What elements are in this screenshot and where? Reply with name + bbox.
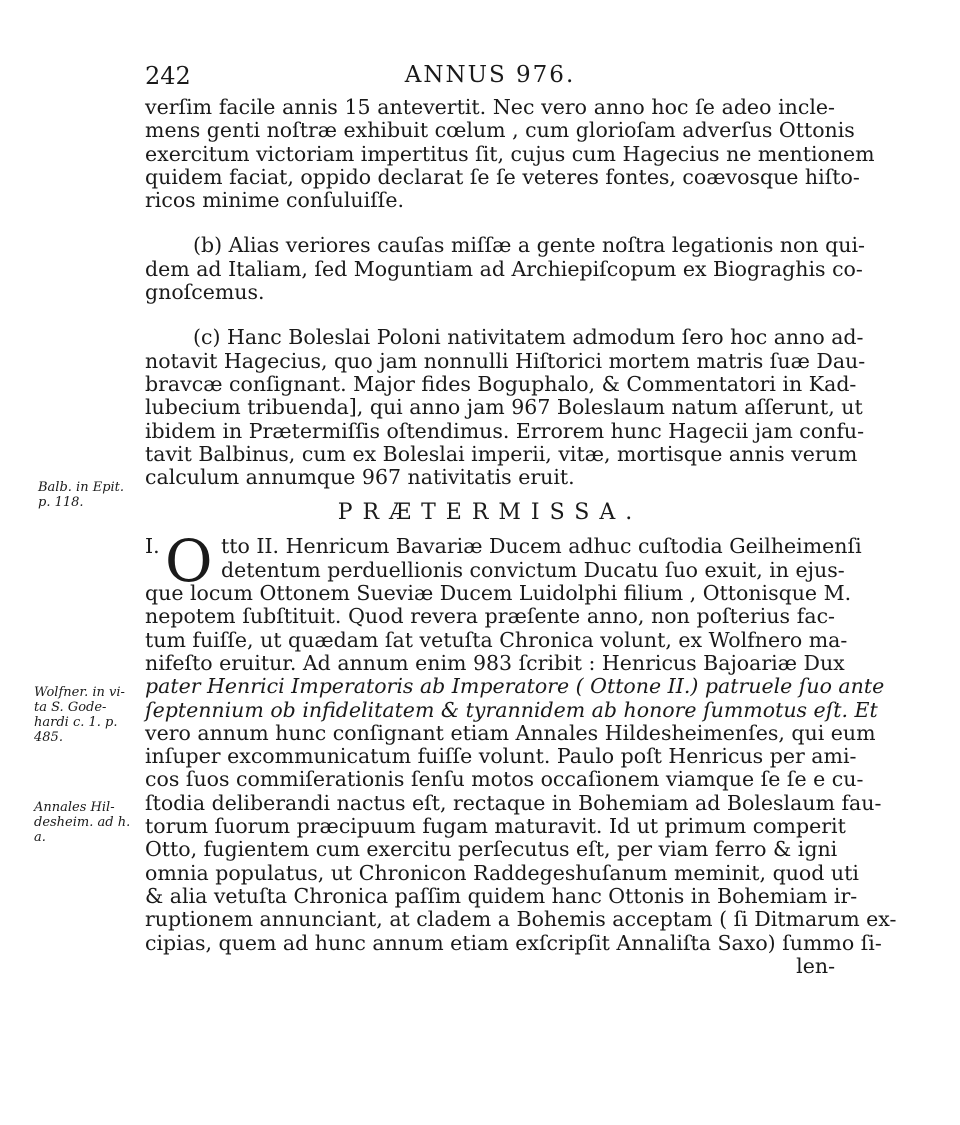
- text-line: pater Henrici Imperatoris ab Imperatore ( Ottone II.) patruele ſuo ante: [145, 674, 885, 699]
- margin-note-annales: [34, 800, 130, 845]
- running-head: ANNUS 976.: [404, 62, 576, 88]
- paragraph-continuation: [145, 95, 875, 213]
- page-body: [145, 95, 897, 978]
- text-line: bravcæ conſignant. Major fides Boguphalo, & Commentatori in Kad-: [145, 371, 857, 396]
- text-line: cipias, quem ad hunc annum etiam exſcripſit Annaliſta Saxo) ſummo ſi-: [145, 930, 882, 955]
- page-header: [145, 62, 835, 96]
- margin-note-line: a.: [34, 830, 46, 845]
- text-line: (b) Alias veriores cauſas miſſæ a gente noſtra legationis non qui-: [193, 233, 865, 258]
- footnote-b: [145, 233, 865, 305]
- text-line: quidem faciat, oppido declarat ſe ſe veteres fontes, coævosque hiſto-: [145, 164, 860, 189]
- drop-cap: O: [165, 527, 213, 596]
- text-line: ſtodia deliberandi nactus eſt, rectaque in Bohemiam ad Boleslaum fau-: [145, 790, 882, 815]
- text-line: torum ſuorum præcipuum fugam maturavit. Id ut primum comperit: [145, 814, 846, 839]
- text-line: detentum perduellionis convictum Ducatu ſuo exuit, in ejus-: [221, 557, 845, 582]
- page-number: 242: [145, 62, 191, 90]
- text-line-content: tto II. Henricum Bavariæ Ducem adhuc cuſtodia Geilheimenſi: [221, 534, 862, 559]
- margin-note-line: p. 118.: [38, 495, 84, 510]
- text-line: verſim facile annis 15 antevertit. Nec vero anno hoc ſe adeo incle-: [145, 95, 835, 119]
- text-line: nifeſto eruitur. Ad annum enim 983 ſcribit : Henricus Bajoariæ Dux: [145, 650, 845, 675]
- footnote-c: [145, 325, 866, 490]
- margin-note-line: Balb. in Epit.: [38, 480, 125, 495]
- margin-note-line: Annales Hil-: [34, 800, 115, 815]
- text-line: que locum Ottonem Sueviæ Ducem Luidolphi filium , Ottonisque M.: [145, 581, 852, 606]
- margin-note-line: desheim. ad h.: [34, 815, 131, 830]
- text-line: ruptionem annunciant, at cladem a Bohemis acceptam ( ſi Ditmarum ex-: [145, 907, 897, 932]
- paragraph-number: I.: [145, 534, 160, 559]
- margin-note-balbinus: [38, 480, 124, 510]
- text-line: dem ad Italiam, ſed Moguntiam ad Archiepiſcopum ex Biograghis co-: [145, 256, 863, 281]
- section-heading: PRÆTERMISSA.: [337, 500, 643, 526]
- text-line: ricos minime conſuluiſſe.: [145, 188, 405, 213]
- praetermissa-paragraph: [145, 527, 897, 978]
- text-line: lubecium tribuenda], qui anno jam 967 Boleslaum natum aſſerunt, ut: [145, 395, 863, 420]
- catchword: len-: [796, 953, 835, 978]
- text-line: omnia populatus, ut Chronicon Raddegeshuſanum meminit, quod uti: [145, 860, 859, 885]
- text-line: Otto, fugientem cum exercitu perſecutus eſt, per viam ferro & igni: [145, 837, 838, 862]
- text-line: cos ſuos commiſerationis ſenſu motos occaſionem viamque ſe ſe e cu-: [145, 767, 864, 792]
- text-line: tavit Balbinus, cum ex Boleslai imperii, vitæ, mortisque annis verum: [145, 441, 858, 466]
- text-line: gnoſcemus.: [145, 280, 265, 305]
- text-line: & alia vetuſta Chronica paſſim quidem hanc Ottonis in Bohemiam ir-: [145, 883, 858, 908]
- text-line: vero annum hunc conſignant etiam Annales Hildesheimenſes, qui eum: [145, 720, 876, 745]
- margin-note-wolfner: [34, 685, 125, 745]
- text-line: mens genti noſtræ exhibuit cœlum , cum glorioſam adverſus Ottonis: [145, 118, 855, 143]
- text-line: ibidem in Prætermiſſis oſtendimus. Errorem hunc Hagecii jam confu-: [145, 418, 865, 443]
- text-line: ſeptennium ob infidelitatem & tyrannidem ab honore ſummotus eſt. Et: [145, 697, 878, 722]
- margin-note-line: Wolfner. in vi-: [34, 685, 125, 700]
- margin-note-line: ta S. Gode-: [34, 700, 107, 715]
- text-line: exercitum victoriam impertitus ſit, cujus cum Hagecius ne mentionem: [145, 141, 875, 166]
- margin-note-line: hardi c. 1. p.: [34, 715, 118, 730]
- text-line: notavit Hagecius, quo jam nonnulli Hiſtorici mortem matris ſuæ Dau-: [145, 348, 866, 373]
- margin-note-line: 485.: [34, 730, 63, 745]
- text-line: (c) Hanc Boleslai Poloni nativitatem admodum ſero hoc anno ad-: [193, 325, 864, 350]
- text-line: nepotem ſubſtituit. Quod revera præſente anno, non poſterius fac-: [145, 604, 835, 629]
- text-line: [145, 534, 862, 559]
- text-line: calculum annumque 967 nativitatis eruit.: [145, 465, 575, 490]
- text-line: tum fuiſſe, ut quædam ſat vetuſta Chronica volunt, ex Wolfnero ma-: [145, 627, 848, 652]
- text-line: inſuper excommunicatum fuiſſe volunt. Paulo poſt Henricus per ami-: [145, 744, 857, 769]
